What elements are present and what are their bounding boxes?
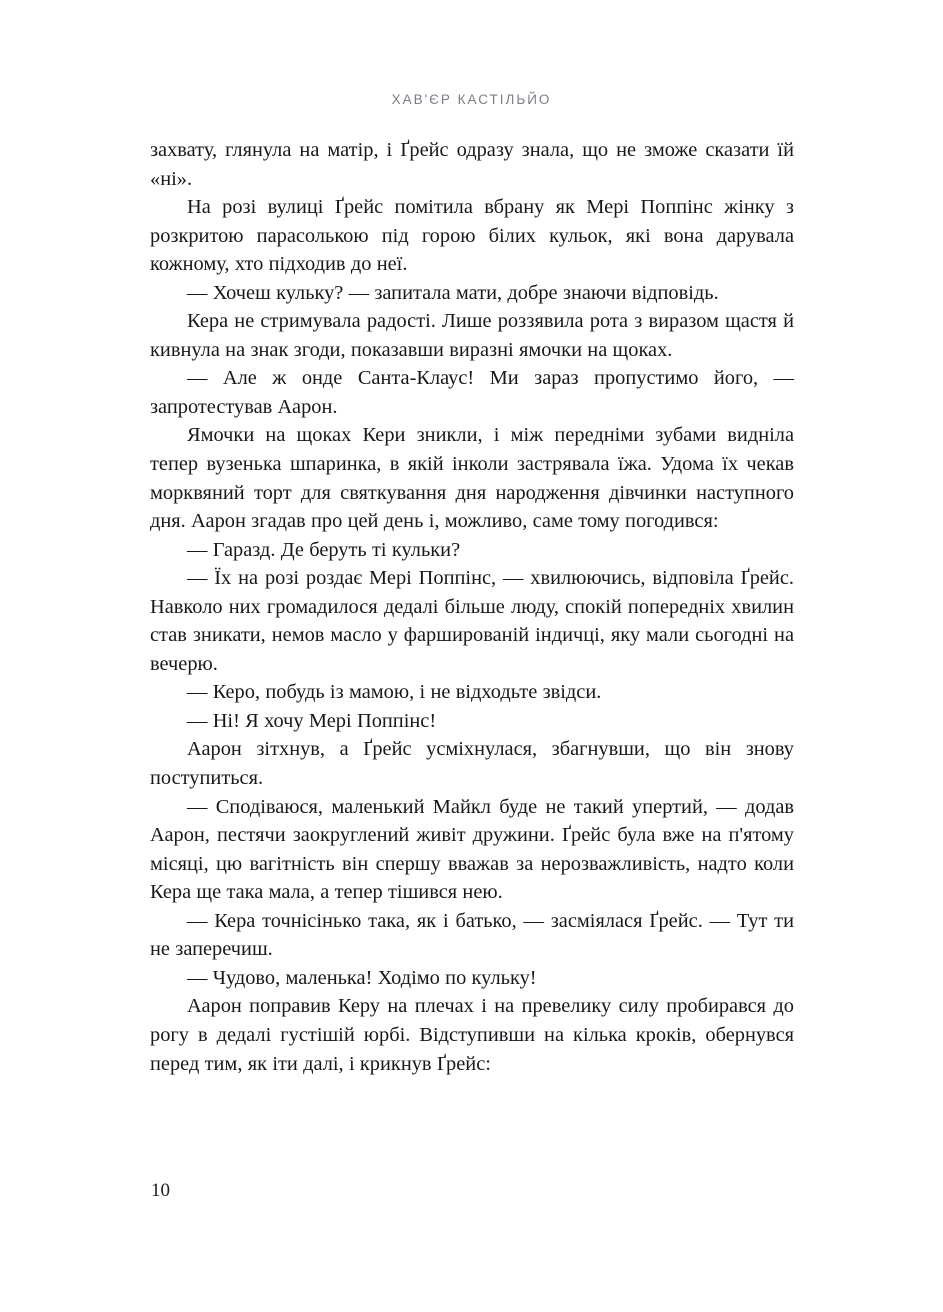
- paragraph: Кера не стримувала радості. Лише роззявила рота з виразом щастя й кивнула на знак згоди, показавши виразні ямочки на щоках.: [150, 310, 794, 361]
- paragraph: захвату, глянула на матір, і Ґрейс одразу знала, що не зможе сказати їй «ні».: [150, 139, 794, 190]
- paragraph: Аарон зітхнув, а Ґрейс усміхнулася, збагнувши, що він знову поступиться.: [150, 738, 794, 790]
- paragraph: — Чудово, маленька! Ходімо по кульку!: [187, 966, 537, 989]
- paragraph: — Керо, побудь із мамою, і не відходьте звідси.: [187, 681, 602, 704]
- paragraph: Аарон поправив Керу на плечах і на превелику силу пробирався до рогу в дедалі густішій юрбі. Відступивши на кілька кроків, обернувся перед тим, як іти далі, і крикнув Ґрейс:: [150, 995, 794, 1075]
- paragraph: — Їх на розі роздає Мері Поппінс, — хвилюючись, відповіла Ґрейс. Навколо них громадилося дедалі більше люду, спокій попередніх хвилин став зникати, немов масло у фаршированій індичці, яку мали сьогодні на вечерю.: [150, 567, 794, 675]
- body-text-block: [150, 136, 794, 1078]
- paragraph: — Ні! Я хочу Мері Поппінс!: [187, 709, 437, 732]
- paragraph: — Кера точнісінько така, як і батько, — засміялася Ґрейс. — Тут ти не заперечиш.: [150, 909, 794, 961]
- paragraph: Ямочки на щоках Кери зникли, і між передніми зубами видніла тепер вузенька шпаринка, в якій інколи застрявала їжа. Удома їх чекав морквяний торт для святкування дня народження дівчинки наступного дня. Аарон згадав про цей день і, можливо, саме тому погодився:: [150, 424, 794, 533]
- page-number: 10: [151, 1180, 170, 1201]
- paragraph: — Сподіваюся, маленький Майкл буде не такий упертий, — додав Аарон, пестячи заокруглений живіт дружини. Ґрейс була вже на п'ятому місяці, цю вагітність він спершу вважав за нерозважливість, надто коли Кера ще така мала, а тепер тішився нею.: [150, 795, 794, 904]
- paragraph: — Але ж онде Санта-Клаус! Ми зараз пропустимо його, — запротестував Аарон.: [150, 367, 794, 418]
- paragraph: — Хочеш кульку? — запитала мати, добре знаючи відповідь.: [187, 281, 719, 304]
- running-header: ХАВ'ЄР КАСТІЛЬЙО: [391, 92, 552, 107]
- paragraph: — Гаразд. Де беруть ті кульки?: [187, 538, 461, 561]
- paragraph: На розі вулиці Ґрейс помітила вбрану як Мері Поппінс жінку з розкритою парасолькою під горою білих кульок, які вона дарувала кожному, хто підходив до неї.: [150, 196, 794, 276]
